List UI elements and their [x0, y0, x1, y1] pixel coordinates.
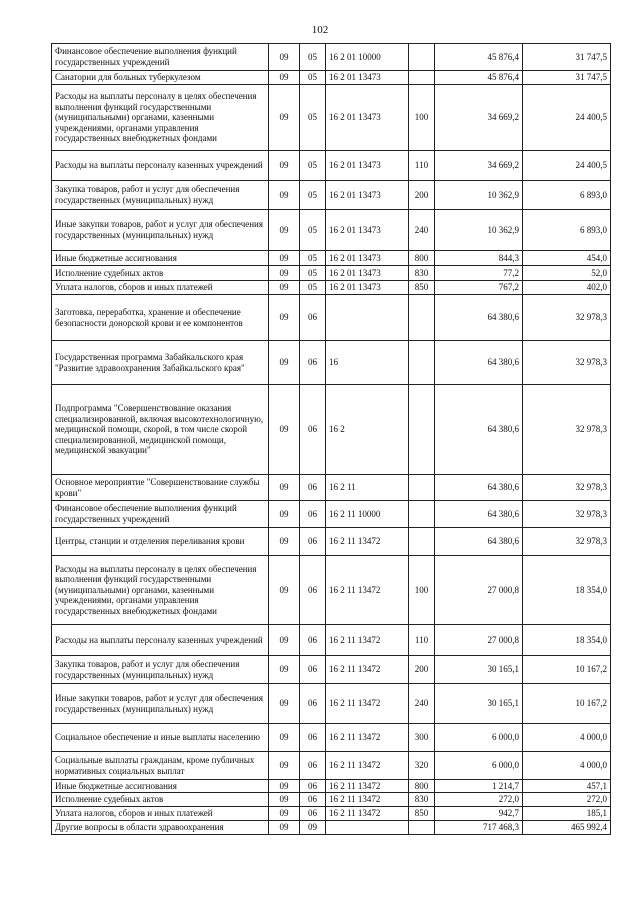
row-sum-1: 30 165,1: [435, 656, 523, 684]
budget-table: [51, 43, 611, 835]
row-subsection: 05: [300, 181, 326, 210]
row-expense-type: 830: [409, 266, 435, 281]
row-expense-type: [409, 341, 435, 385]
row-subsection: 05: [300, 251, 326, 266]
table-row: [52, 181, 611, 210]
row-name: Закупка товаров, работ и услуг для обеспечения государственных (муниципальных) нужд: [52, 656, 269, 684]
row-target-code: 16 2 11 13472: [326, 807, 409, 821]
row-sum-1: 64 380,6: [435, 528, 523, 556]
row-target-code: 16 2 11 13472: [326, 528, 409, 556]
row-section: 09: [269, 44, 300, 71]
page-number: 102: [311, 24, 329, 36]
row-name: Расходы на выплаты персоналу казенных учреждений: [52, 151, 269, 181]
row-sum-2: 6 893,0: [523, 181, 611, 210]
row-section: 09: [269, 295, 300, 341]
row-section: 09: [269, 210, 300, 251]
row-section: 09: [269, 821, 300, 835]
table-row: [52, 724, 611, 752]
row-name: Центры, станции и отделения переливания крови: [52, 528, 269, 556]
row-sum-1: 77,2: [435, 266, 523, 281]
row-target-code: 16 2: [326, 385, 409, 475]
row-target-code: 16 2 01 13473: [326, 181, 409, 210]
row-name: Иные закупки товаров, работ и услуг для обеспечения государственных (муниципальных) нужд: [52, 210, 269, 251]
row-sum-1: 34 669,2: [435, 85, 523, 151]
row-section: 09: [269, 528, 300, 556]
row-subsection: 06: [300, 724, 326, 752]
row-subsection: 06: [300, 475, 326, 501]
row-expense-type: 100: [409, 556, 435, 625]
row-sum-2: 32 978,3: [523, 295, 611, 341]
row-target-code: 16 2 01 13473: [326, 71, 409, 85]
table-row: [52, 807, 611, 821]
row-subsection: 06: [300, 556, 326, 625]
row-expense-type: 110: [409, 625, 435, 656]
row-sum-2: 32 978,3: [523, 501, 611, 528]
row-sum-1: 767,2: [435, 281, 523, 295]
row-name: Санатории для больных туберкулезом: [52, 71, 269, 85]
row-name: Финансовое обеспечение выполнения функций государственных учреждений: [52, 44, 269, 71]
table-row: [52, 501, 611, 528]
row-name: Уплата налогов, сборов и иных платежей: [52, 281, 269, 295]
row-name: Социальные выплаты гражданам, кроме публичных нормативных социальных выплат: [52, 752, 269, 780]
row-target-code: 16 2 11 13472: [326, 684, 409, 724]
row-expense-type: [409, 44, 435, 71]
row-target-code: 16 2 11: [326, 475, 409, 501]
row-target-code: 16 2 01 13473: [326, 251, 409, 266]
row-sum-2: 18 354,0: [523, 556, 611, 625]
row-sum-1: 30 165,1: [435, 684, 523, 724]
row-subsection: 06: [300, 807, 326, 821]
row-sum-1: 34 669,2: [435, 151, 523, 181]
row-section: 09: [269, 181, 300, 210]
row-target-code: 16: [326, 341, 409, 385]
row-name: Иные закупки товаров, работ и услуг для обеспечения государственных (муниципальных) нужд: [52, 684, 269, 724]
row-subsection: 06: [300, 625, 326, 656]
row-sum-2: 272,0: [523, 793, 611, 807]
row-name: Расходы на выплаты персоналу казенных учреждений: [52, 625, 269, 656]
row-sum-2: 4 000,0: [523, 752, 611, 780]
row-name: Исполнение судебных актов: [52, 793, 269, 807]
row-target-code: 16 2 11 13472: [326, 656, 409, 684]
row-sum-2: 24 400,5: [523, 151, 611, 181]
row-sum-1: 45 876,4: [435, 71, 523, 85]
table-row: [52, 44, 611, 71]
row-sum-1: 64 380,6: [435, 385, 523, 475]
row-expense-type: [409, 821, 435, 835]
row-expense-type: 800: [409, 251, 435, 266]
row-sum-2: 52,0: [523, 266, 611, 281]
row-name: Исполнение судебных актов: [52, 266, 269, 281]
row-sum-2: 10 167,2: [523, 656, 611, 684]
table-row: [52, 210, 611, 251]
row-sum-1: 64 380,6: [435, 341, 523, 385]
row-sum-1: 64 380,6: [435, 475, 523, 501]
row-sum-2: 6 893,0: [523, 210, 611, 251]
row-name: Уплата налогов, сборов и иных платежей: [52, 807, 269, 821]
row-section: 09: [269, 385, 300, 475]
row-sum-1: 844,3: [435, 251, 523, 266]
row-sum-2: 31 747,5: [523, 44, 611, 71]
row-expense-type: 800: [409, 780, 435, 793]
row-name: Другие вопросы в области здравоохранения: [52, 821, 269, 835]
row-section: 09: [269, 266, 300, 281]
row-subsection: 06: [300, 528, 326, 556]
row-sum-2: 457,1: [523, 780, 611, 793]
row-subsection: 05: [300, 71, 326, 85]
row-name: Основное мероприятие "Совершенствование службы крови": [52, 475, 269, 501]
table-row: [52, 821, 611, 835]
row-target-code: 16 2 11 13472: [326, 752, 409, 780]
table-row: [52, 151, 611, 181]
row-section: 09: [269, 656, 300, 684]
table-row: [52, 385, 611, 475]
row-expense-type: 300: [409, 724, 435, 752]
row-section: 09: [269, 793, 300, 807]
row-subsection: 06: [300, 385, 326, 475]
row-subsection: 05: [300, 44, 326, 71]
row-sum-1: 27 000,8: [435, 625, 523, 656]
table-row: [52, 556, 611, 625]
table-row: [52, 656, 611, 684]
row-expense-type: 200: [409, 181, 435, 210]
row-subsection: 06: [300, 780, 326, 793]
row-sum-1: 717 468,3: [435, 821, 523, 835]
table-row: [52, 780, 611, 793]
table-row: [52, 71, 611, 85]
row-subsection: 05: [300, 85, 326, 151]
table-row: [52, 85, 611, 151]
table-row: [52, 266, 611, 281]
row-expense-type: [409, 295, 435, 341]
row-subsection: 05: [300, 151, 326, 181]
row-expense-type: [409, 528, 435, 556]
table-row: [52, 528, 611, 556]
row-name: Расходы на выплаты персоналу в целях обеспечения выполнения функций государственными (муниципальными) органами, казенными учреждениями, органами управления государственных внебюджетных фондами: [52, 556, 269, 625]
row-sum-1: 10 362,9: [435, 210, 523, 251]
row-section: 09: [269, 251, 300, 266]
row-name: Финансовое обеспечение выполнения функций государственных учреждений: [52, 501, 269, 528]
table-row: [52, 625, 611, 656]
row-name: Заготовка, переработка, хранение и обеспечение безопасности донорской крови и ее компонентов: [52, 295, 269, 341]
row-sum-2: 32 978,3: [523, 475, 611, 501]
row-target-code: 16 2 01 13473: [326, 281, 409, 295]
row-sum-2: 32 978,3: [523, 341, 611, 385]
row-section: 09: [269, 684, 300, 724]
row-sum-2: 31 747,5: [523, 71, 611, 85]
row-subsection: 06: [300, 752, 326, 780]
row-section: 09: [269, 341, 300, 385]
row-sum-1: 27 000,8: [435, 556, 523, 625]
row-sum-2: 402,0: [523, 281, 611, 295]
row-target-code: 16 2 11 13472: [326, 724, 409, 752]
row-sum-1: 10 362,9: [435, 181, 523, 210]
row-name: Подпрограмма "Совершенствование оказания специализированной, включая высокотехнологичную, медицинской помощи, скорой, в том числе скорой специализированной, медицинской помощи, медицинской эвакуации": [52, 385, 269, 475]
row-section: 09: [269, 625, 300, 656]
row-name: Иные бюджетные ассигнования: [52, 780, 269, 793]
row-expense-type: 830: [409, 793, 435, 807]
row-section: 09: [269, 724, 300, 752]
row-subsection: 06: [300, 656, 326, 684]
row-target-code: [326, 295, 409, 341]
row-sum-2: 32 978,3: [523, 385, 611, 475]
row-section: 09: [269, 556, 300, 625]
row-sum-2: 465 992,4: [523, 821, 611, 835]
row-sum-1: 942,7: [435, 807, 523, 821]
row-sum-2: 454,0: [523, 251, 611, 266]
row-section: 09: [269, 780, 300, 793]
row-expense-type: 850: [409, 807, 435, 821]
row-target-code: 16 2 11 13472: [326, 556, 409, 625]
row-expense-type: 110: [409, 151, 435, 181]
row-section: 09: [269, 752, 300, 780]
row-section: 09: [269, 281, 300, 295]
row-subsection: 05: [300, 210, 326, 251]
row-sum-1: 1 214,7: [435, 780, 523, 793]
row-sum-2: 32 978,3: [523, 528, 611, 556]
row-sum-2: 10 167,2: [523, 684, 611, 724]
row-name: Государственная программа Забайкальского края "Развитие здравоохранения Забайкальского края": [52, 341, 269, 385]
row-target-code: 16 2 11 10000: [326, 501, 409, 528]
row-sum-1: 6 000,0: [435, 724, 523, 752]
table-row: [52, 475, 611, 501]
row-target-code: 16 2 11 13472: [326, 625, 409, 656]
row-sum-1: 272,0: [435, 793, 523, 807]
row-sum-1: 6 000,0: [435, 752, 523, 780]
row-subsection: 06: [300, 295, 326, 341]
row-expense-type: 200: [409, 656, 435, 684]
row-section: 09: [269, 807, 300, 821]
row-expense-type: [409, 385, 435, 475]
row-expense-type: 100: [409, 85, 435, 151]
row-expense-type: 240: [409, 684, 435, 724]
row-subsection: 05: [300, 281, 326, 295]
row-sum-1: 45 876,4: [435, 44, 523, 71]
table-row: [52, 281, 611, 295]
row-expense-type: [409, 71, 435, 85]
row-name: Социальное обеспечение и иные выплаты населению: [52, 724, 269, 752]
row-sum-2: 24 400,5: [523, 85, 611, 151]
row-target-code: 16 2 01 10000: [326, 44, 409, 71]
row-section: 09: [269, 85, 300, 151]
row-name: Иные бюджетные ассигнования: [52, 251, 269, 266]
row-target-code: 16 2 01 13473: [326, 151, 409, 181]
row-section: 09: [269, 151, 300, 181]
table-row: [52, 752, 611, 780]
table-row: [52, 251, 611, 266]
row-name: Закупка товаров, работ и услуг для обеспечения государственных (муниципальных) нужд: [52, 181, 269, 210]
row-target-code: 16 2 11 13472: [326, 793, 409, 807]
row-target-code: 16 2 01 13473: [326, 266, 409, 281]
table-row: [52, 295, 611, 341]
row-expense-type: [409, 501, 435, 528]
row-expense-type: [409, 475, 435, 501]
row-target-code: [326, 821, 409, 835]
row-target-code: 16 2 01 13473: [326, 210, 409, 251]
row-sum-2: 18 354,0: [523, 625, 611, 656]
row-sum-1: 64 380,6: [435, 501, 523, 528]
row-section: 09: [269, 475, 300, 501]
row-section: 09: [269, 71, 300, 85]
row-target-code: 16 2 01 13473: [326, 85, 409, 151]
row-expense-type: 240: [409, 210, 435, 251]
row-subsection: 09: [300, 821, 326, 835]
row-subsection: 06: [300, 501, 326, 528]
row-section: 09: [269, 501, 300, 528]
row-sum-2: 4 000,0: [523, 724, 611, 752]
row-subsection: 05: [300, 266, 326, 281]
table-row: [52, 341, 611, 385]
row-subsection: 06: [300, 793, 326, 807]
row-expense-type: 850: [409, 281, 435, 295]
budget-table-body: [52, 44, 611, 835]
row-subsection: 06: [300, 341, 326, 385]
row-sum-2: 185,1: [523, 807, 611, 821]
row-sum-1: 64 380,6: [435, 295, 523, 341]
row-target-code: 16 2 11 13472: [326, 780, 409, 793]
table-row: [52, 793, 611, 807]
row-expense-type: 320: [409, 752, 435, 780]
row-name: Расходы на выплаты персоналу в целях обеспечения выполнения функций государственными (муниципальными) органами, казенными учреждениями, органами управления государственных внебюджетных фондами: [52, 85, 269, 151]
row-subsection: 06: [300, 684, 326, 724]
table-row: [52, 684, 611, 724]
